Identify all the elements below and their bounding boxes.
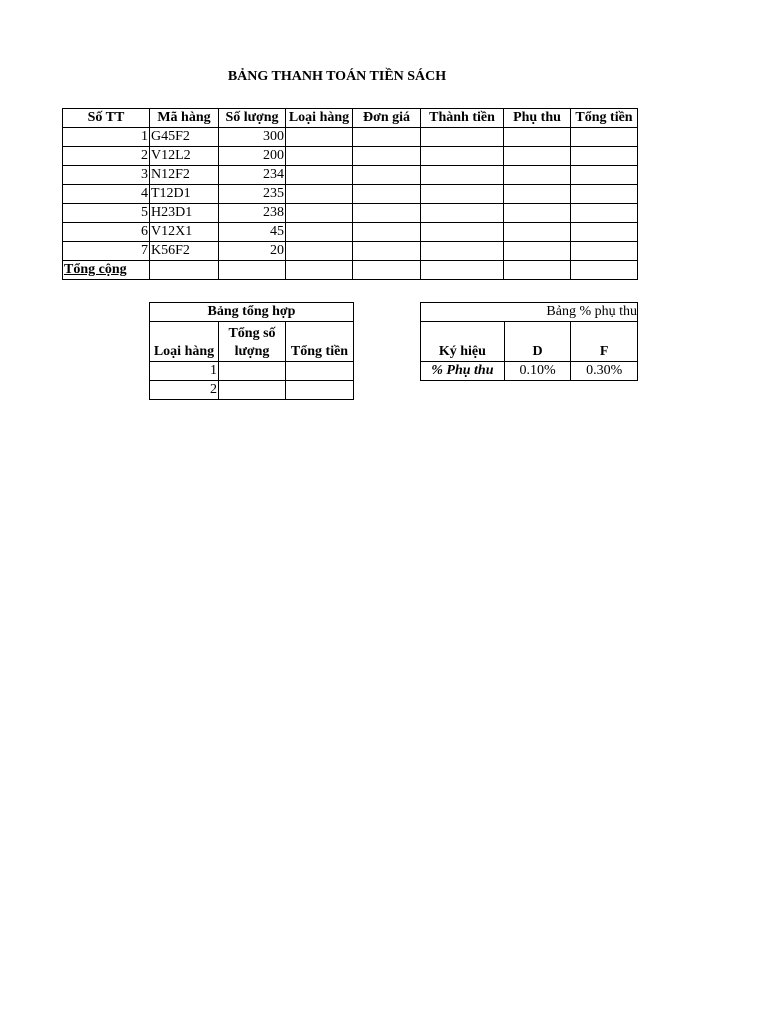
cell-ma-hang[interactable]: N12F2 (150, 166, 219, 185)
cell-stt[interactable]: 6 (63, 223, 150, 242)
cell-thanh-tien[interactable] (421, 166, 504, 185)
cell-tong-tien[interactable] (571, 147, 638, 166)
cell-thanh-tien[interactable] (421, 204, 504, 223)
cell-don-gia[interactable] (353, 128, 421, 147)
cell-stt[interactable]: 7 (63, 242, 150, 261)
cell-so-luong[interactable]: 45 (219, 223, 286, 242)
table-row (63, 128, 638, 147)
cell-loai-hang[interactable] (286, 147, 353, 166)
total-cell[interactable] (353, 261, 421, 280)
cell-don-gia[interactable] (353, 147, 421, 166)
col-header-thanh-tien[interactable]: Thành tiền (421, 109, 504, 128)
table-row (63, 242, 638, 261)
cell-tong-tien[interactable] (571, 128, 638, 147)
table-row (63, 147, 638, 166)
cell-so-luong[interactable]: 235 (219, 185, 286, 204)
summary-header-tong-tien[interactable]: Tổng tiền (286, 322, 354, 362)
cell-so-luong[interactable]: 234 (219, 166, 286, 185)
surcharge-table-title[interactable]: Bảng % phụ thu (421, 303, 638, 322)
col-header-tong-tien[interactable]: Tổng tiền (571, 109, 638, 128)
col-header-so-luong[interactable]: Số lượng (219, 109, 286, 128)
table-row (150, 381, 354, 400)
table-row (421, 362, 638, 381)
cell-thanh-tien[interactable] (421, 223, 504, 242)
summary-header-loai-hang[interactable]: Loại hàng (150, 322, 219, 362)
cell-ma-hang[interactable]: K56F2 (150, 242, 219, 261)
cell-phu-thu[interactable] (504, 185, 571, 204)
summary-header-tong-so-luong[interactable]: Tổng số lượng (219, 322, 286, 362)
cell-ma-hang[interactable]: T12D1 (150, 185, 219, 204)
total-cell[interactable] (219, 261, 286, 280)
cell-ma-hang[interactable]: H23D1 (150, 204, 219, 223)
cell-thanh-tien[interactable] (421, 185, 504, 204)
total-cell[interactable] (150, 261, 219, 280)
surcharge-row-label[interactable]: % Phụ thu (421, 362, 505, 381)
cell-loai-hang[interactable] (286, 242, 353, 261)
cell-so-luong[interactable]: 200 (219, 147, 286, 166)
sheet-title: BẢNG THANH TOÁN TIỀN SÁCH (227, 69, 447, 84)
table-row (63, 166, 638, 185)
surcharge-header-d[interactable]: D (504, 322, 571, 362)
cell-ma-hang[interactable]: G45F2 (150, 128, 219, 147)
cell-don-gia[interactable] (353, 166, 421, 185)
cell-loai-hang[interactable] (286, 128, 353, 147)
col-header-phu-thu[interactable]: Phụ thu (504, 109, 571, 128)
cell-tong-tien[interactable] (571, 166, 638, 185)
cell-don-gia[interactable] (353, 242, 421, 261)
cell-tong-tien[interactable] (571, 204, 638, 223)
cell-phu-thu[interactable] (504, 147, 571, 166)
cell-so-luong[interactable]: 300 (219, 128, 286, 147)
cell-stt[interactable]: 1 (63, 128, 150, 147)
summary-cell-tong-so-luong[interactable] (219, 362, 286, 381)
surcharge-header-ky-hieu[interactable]: Ký hiệu (421, 322, 505, 362)
summary-cell-tong-so-luong[interactable] (219, 381, 286, 400)
summary-table (149, 302, 354, 400)
summary-table-title[interactable]: Bảng tổng hợp (150, 303, 354, 322)
surcharge-value-f[interactable]: 0.30% (571, 362, 638, 381)
payment-table-header-row (63, 109, 638, 128)
col-header-ma-hang[interactable]: Mã hàng (150, 109, 219, 128)
cell-so-luong[interactable]: 238 (219, 204, 286, 223)
cell-phu-thu[interactable] (504, 128, 571, 147)
cell-ma-hang[interactable]: V12L2 (150, 147, 219, 166)
cell-loai-hang[interactable] (286, 204, 353, 223)
table-row (63, 185, 638, 204)
table-row (63, 204, 638, 223)
cell-tong-tien[interactable] (571, 185, 638, 204)
cell-stt[interactable]: 4 (63, 185, 150, 204)
cell-don-gia[interactable] (353, 223, 421, 242)
cell-thanh-tien[interactable] (421, 128, 504, 147)
summary-cell-tong-tien[interactable] (286, 381, 354, 400)
col-header-don-gia[interactable]: Đơn giá (353, 109, 421, 128)
cell-loai-hang[interactable] (286, 185, 353, 204)
cell-stt[interactable]: 5 (63, 204, 150, 223)
table-row (150, 362, 354, 381)
table-row (63, 223, 638, 242)
summary-cell-tong-tien[interactable] (286, 362, 354, 381)
cell-phu-thu[interactable] (504, 242, 571, 261)
payment-table (62, 108, 638, 280)
surcharge-table (420, 302, 638, 381)
cell-loai-hang[interactable] (286, 223, 353, 242)
surcharge-value-d[interactable]: 0.10% (504, 362, 571, 381)
total-row (63, 261, 638, 280)
col-header-loai-hang[interactable]: Loại hàng (286, 109, 353, 128)
col-header-stt[interactable]: Số TT (63, 109, 150, 128)
total-cell[interactable] (286, 261, 353, 280)
cell-phu-thu[interactable] (504, 223, 571, 242)
cell-loai-hang[interactable] (286, 166, 353, 185)
total-label-cell[interactable]: Tổng cộng (63, 261, 150, 280)
cell-ma-hang[interactable]: V12X1 (150, 223, 219, 242)
cell-phu-thu[interactable] (504, 204, 571, 223)
cell-thanh-tien[interactable] (421, 242, 504, 261)
cell-so-luong[interactable]: 20 (219, 242, 286, 261)
cell-don-gia[interactable] (353, 185, 421, 204)
total-cell[interactable] (571, 261, 638, 280)
cell-don-gia[interactable] (353, 204, 421, 223)
cell-stt[interactable]: 2 (63, 147, 150, 166)
surcharge-table-viewport (420, 302, 638, 381)
summary-cell-loai-hang[interactable]: 1 (150, 362, 219, 381)
cell-stt[interactable]: 3 (63, 166, 150, 185)
cell-phu-thu[interactable] (504, 166, 571, 185)
cell-tong-tien[interactable] (571, 223, 638, 242)
total-cell[interactable] (421, 261, 504, 280)
cell-thanh-tien[interactable] (421, 147, 504, 166)
cell-tong-tien[interactable] (571, 242, 638, 261)
total-cell[interactable] (504, 261, 571, 280)
surcharge-header-f[interactable]: F (571, 322, 638, 362)
summary-cell-loai-hang[interactable]: 2 (150, 381, 219, 400)
